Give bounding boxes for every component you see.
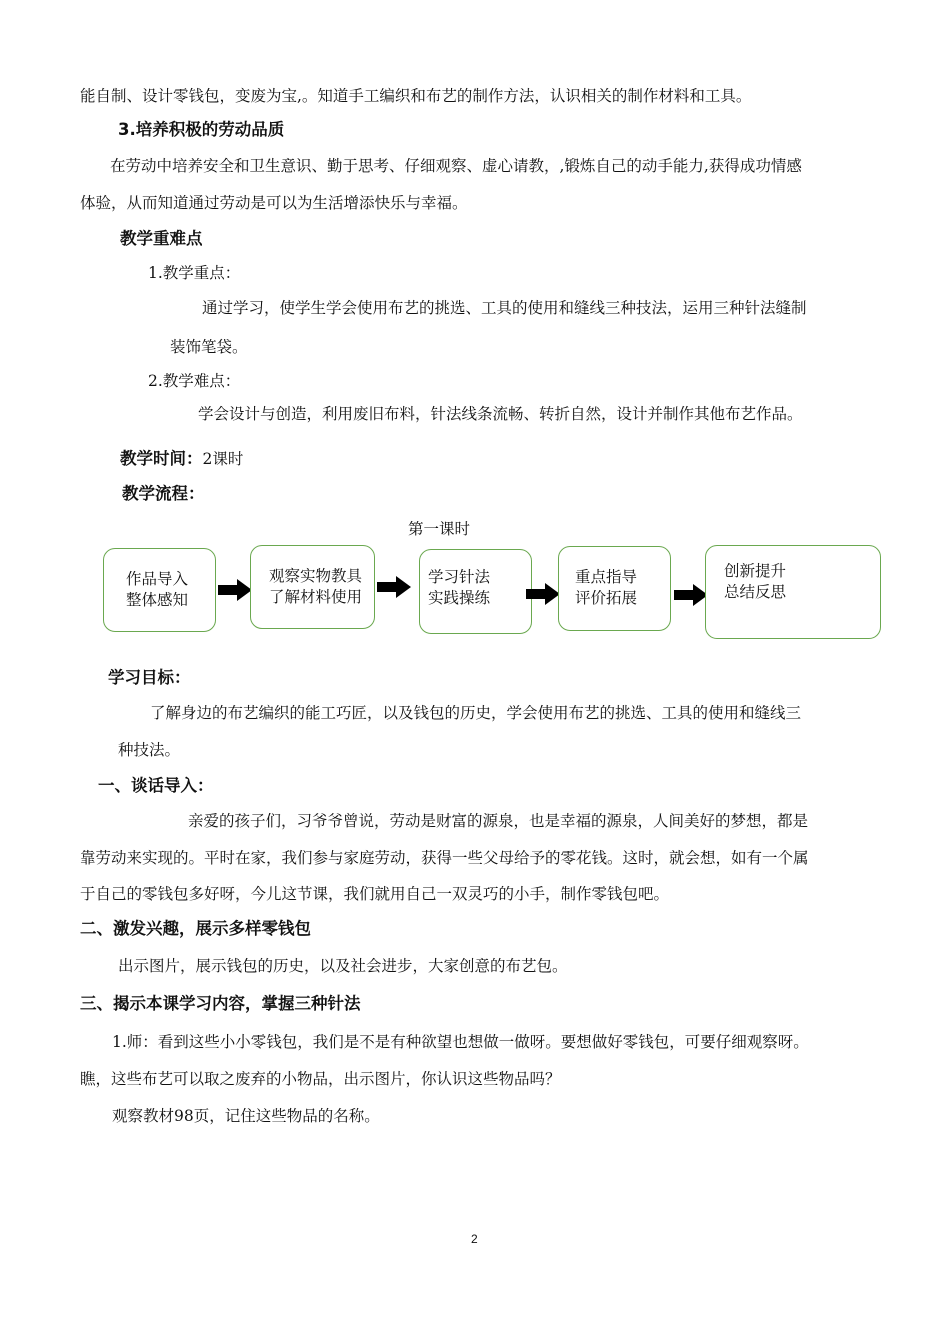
section3-line1: 1.师：看到这些小小零钱包，我们是不是有种欲望也想做一做呀。要想做好零钱包，可要仔细观察呀。 [112,1033,809,1051]
key-point2-label: 2.教学难点： [148,372,241,390]
objectives-heading: 学习目标： [108,668,191,687]
page-number: 2 [471,1232,478,1246]
flow-step-1-line2: 整体感知 [126,591,189,609]
key-point1-line1: 通过学习，使学生学会使用布艺的挑选、工具的使用和缝线三种技法，运用三种针法缝制 [202,299,807,317]
key-point1-line2: 装饰笔袋。 [170,338,248,356]
section2-heading: 二、激发兴趣，展示多样零钱包 [80,919,311,938]
flow-step-5-line1: 创新提升 [724,562,787,580]
section2-line1: 出示图片，展示钱包的历史，以及社会进步，大家创意的布艺包。 [118,957,568,975]
teaching-time-label: 教学时间： [120,449,203,468]
teaching-time [120,449,243,469]
flow-step-1 [103,548,216,632]
flow-arrow-2 [377,576,411,598]
flow-step-1-line1: 作品导入 [126,570,189,588]
section3-heading: 三、揭示本课学习内容，掌握三种针法 [80,994,361,1013]
section1-line2: 靠劳动来实现的。平时在家，我们参与家庭劳动，获得一些父母给予的零花钱。这时，就会想，如有一个属 [80,849,809,867]
flow-step-2-line2: 了解材料使用 [269,588,363,606]
key-points-heading: 教学重难点 [120,229,203,248]
flow-step-5 [705,545,881,639]
flow-step-5-line2: 总结反思 [724,583,787,601]
key-point2-text: 学会设计与创造，利用废旧布料，针法线条流畅、转折自然，设计并制作其他布艺作品。 [198,405,803,423]
flow-step-4-line2: 评价拓展 [575,589,638,607]
key-point1-label: 1.教学重点： [148,264,241,282]
objectives-line1: 了解身边的布艺编织的能工巧匠，以及钱包的历史，学会使用布艺的挑选、工具的使用和缝线三 [150,704,802,722]
objectives-line2: 种技法。 [118,741,181,759]
flow-arrow-3 [526,583,560,605]
section3-line3: 观察教材98页，记住这些物品的名称。 [112,1107,380,1125]
flow-step-4 [558,546,671,631]
flow-step-2 [250,545,375,629]
flow-step-3-line2: 实践操练 [428,589,491,607]
flow-heading: 教学流程： [122,484,205,503]
goal3-line1: 在劳动中培养安全和卫生意识、勤于思考、仔细观察、虚心请教，,锻炼自己的动手能力,获得成功情感 [110,157,802,175]
flow-step-4-line1: 重点指导 [575,568,638,586]
flow-step-3 [419,549,532,634]
section1-line1: 亲爱的孩子们，习爷爷曾说，劳动是财富的源泉，也是幸福的源泉，人间美好的梦想，都是 [188,812,809,830]
section3-line2: 瞧，这些布艺可以取之废弃的小物品，出示图片，你认识这些物品吗？ [80,1070,561,1088]
flow-arrow-1 [218,579,252,601]
flow-step-2-line1: 观察实物教具 [269,567,363,585]
goal3-line2: 体验，从而知道通过劳动是可以为生活增添快乐与幸福。 [80,194,468,212]
section1-line3: 于自己的零钱包多好呀，今儿这节课，我们就用自己一双灵巧的小手，制作零钱包吧。 [80,885,670,903]
goal3-heading: 3.培养积极的劳动品质 [118,120,285,139]
teaching-time-value: 2课时 [202,450,244,468]
flow-step-3-line1: 学习针法 [428,568,491,586]
flow-arrow-4 [674,584,708,606]
lesson-title: 第一课时 [408,520,471,538]
intro-tail-text: 能自制、设计零钱包，变废为宝,。知道手工编织和布艺的制作方法，认识相关的制作材料和工具。 [80,87,752,105]
section1-heading: 一、谈话导入： [98,776,214,795]
